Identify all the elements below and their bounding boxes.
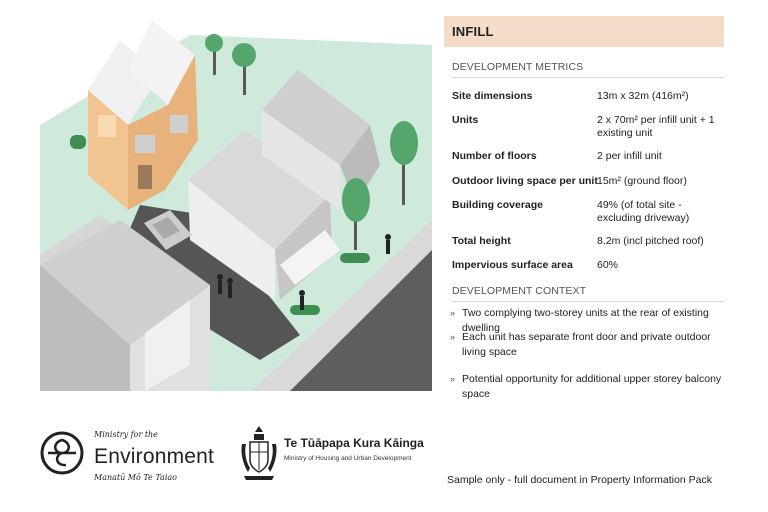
metric-value-outdoor-space: 15m² (ground floor) xyxy=(597,175,687,187)
mfe-maori-name: Manatū Mō Te Taiao xyxy=(94,473,177,482)
context-bullet-text: Two complying two-storey units at the rear of existing dwelling xyxy=(462,307,709,334)
chevron-right-icon: » xyxy=(450,308,456,318)
context-bullet-text: Each unit has separate front door and private outdoor living space xyxy=(462,331,711,358)
context-bullet xyxy=(450,372,730,402)
coat-of-arms-icon xyxy=(238,422,280,486)
divider xyxy=(452,77,724,78)
mfe-line1: Ministry for the xyxy=(94,430,158,439)
divider xyxy=(452,301,724,302)
context-bullet-text: Potential opportunity for additional upper storey balcony space xyxy=(462,373,722,400)
site-illustration xyxy=(40,15,432,391)
chevron-right-icon: » xyxy=(450,374,456,384)
hedge xyxy=(340,253,370,263)
metric-label-units: Units xyxy=(452,114,479,126)
ministry-for-environment-logo xyxy=(38,418,215,488)
mfe-emblem-icon xyxy=(38,418,88,488)
metric-value-site-dimensions: 13m x 32m (416m²) xyxy=(597,90,689,102)
metric-value-units: 2 x 70m² per infill unit + 1 existing unit xyxy=(597,114,715,139)
metric-label-building-coverage: Building coverage xyxy=(452,199,544,211)
metric-label-outdoor-space: Outdoor living space per unit xyxy=(452,175,598,187)
metric-label-site-dimensions: Site dimensions xyxy=(452,90,533,102)
metric-value-impervious-surface: 60% xyxy=(597,259,619,271)
metric-label-floors: Number of floors xyxy=(452,150,537,162)
mfe-name: Environment xyxy=(94,445,215,468)
metric-label-total-height: Total height xyxy=(452,235,511,247)
footnote: Sample only - full document in Property Information Pack xyxy=(447,474,712,486)
metrics-heading: DEVELOPMENT METRICS xyxy=(452,61,584,73)
infill-title: INFILL xyxy=(452,24,494,39)
context-heading: DEVELOPMENT CONTEXT xyxy=(452,285,587,297)
hedge xyxy=(70,135,86,149)
metric-value-building-coverage: 49% (of total site - excluding driveway) xyxy=(597,199,690,224)
metric-label-impervious-surface: Impervious surface area xyxy=(452,259,573,271)
hud-title: Te Tūāpapa Kura Kāinga xyxy=(284,436,424,450)
metric-value-floors: 2 per infill unit xyxy=(597,150,662,162)
chevron-right-icon: » xyxy=(450,332,456,342)
metric-value-total-height: 8.2m (incl pitched roof) xyxy=(597,235,704,247)
context-bullet xyxy=(450,330,730,360)
hedge xyxy=(290,305,320,315)
infill-header-bar xyxy=(444,16,724,47)
hud-subtitle: Ministry of Housing and Urban Development xyxy=(284,455,412,462)
ministry-housing-logo xyxy=(238,422,424,486)
